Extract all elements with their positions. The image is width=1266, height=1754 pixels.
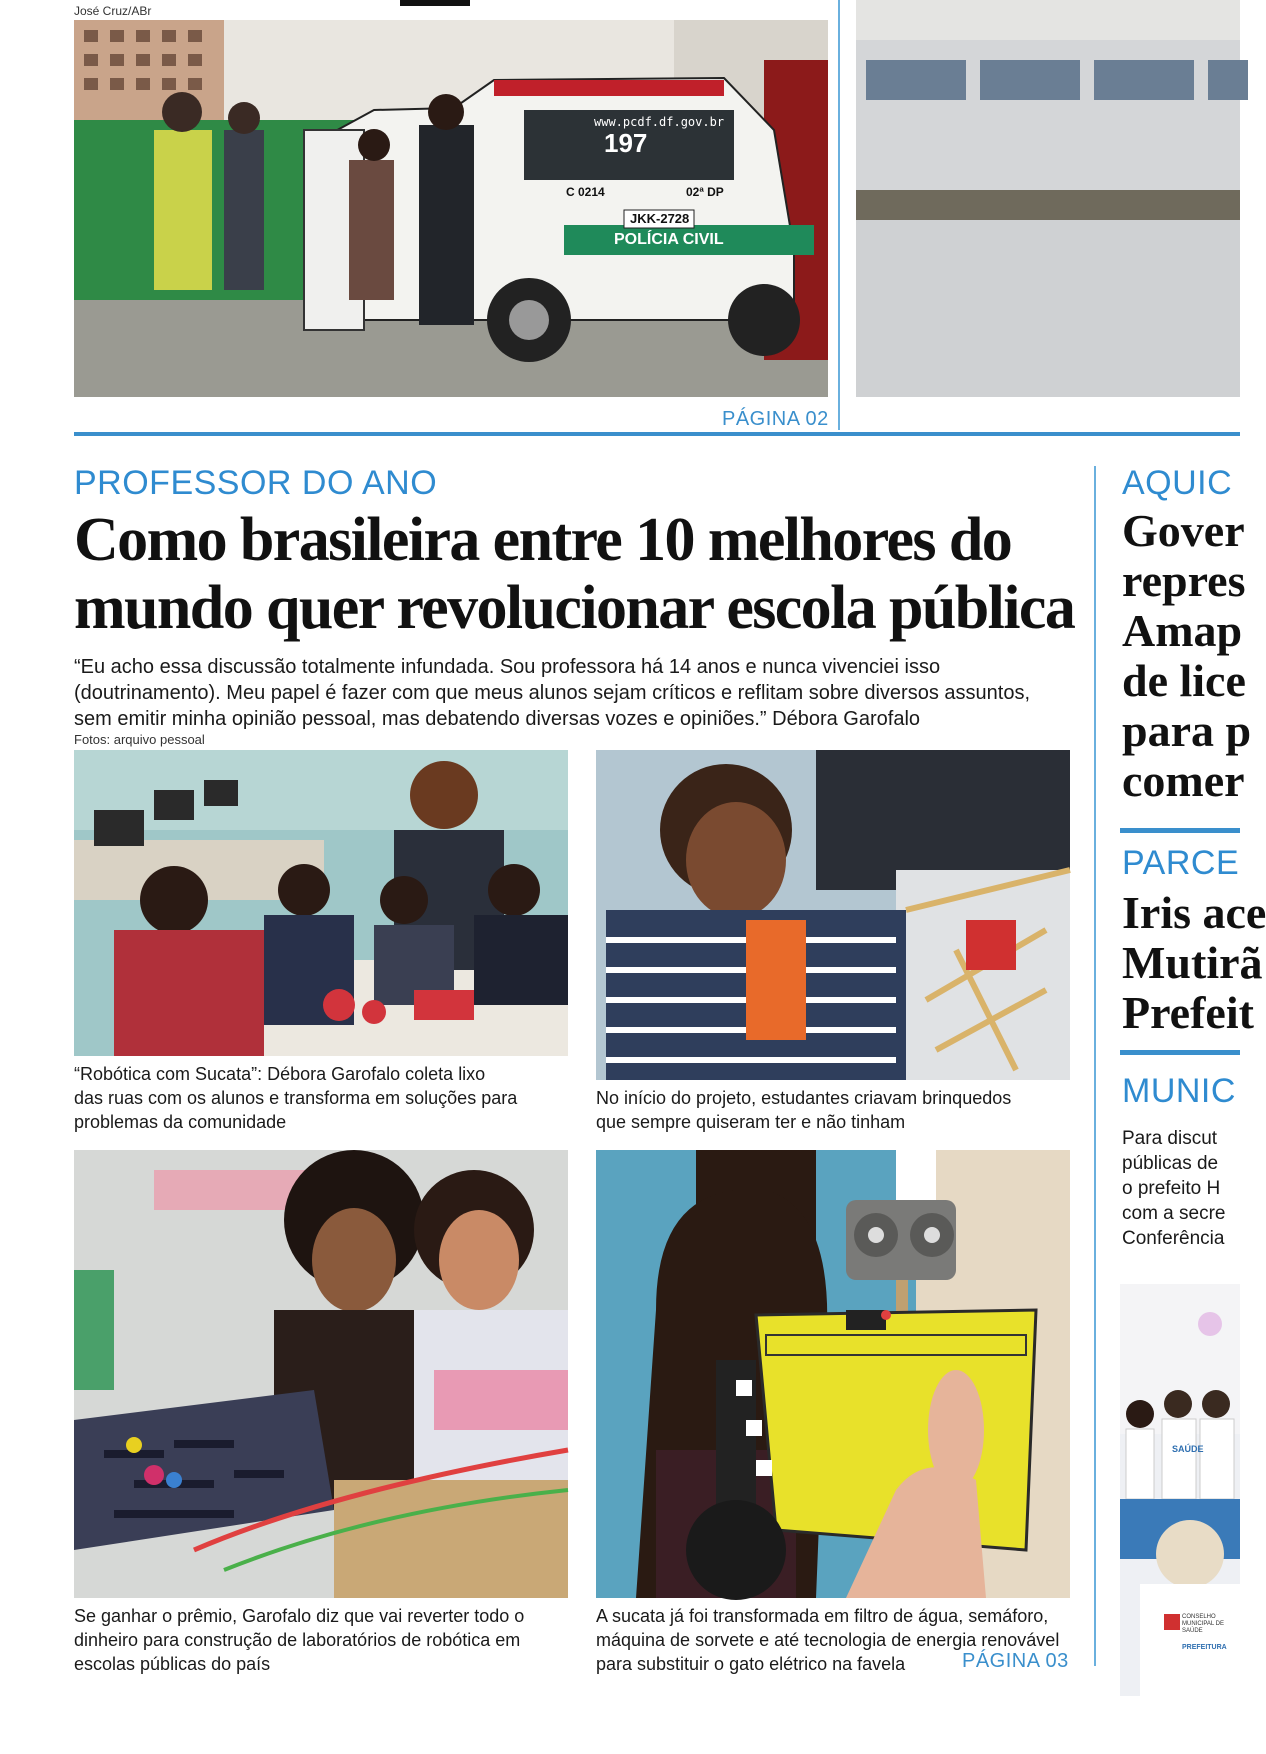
- sidebar-kicker-3: MUNIC: [1122, 1072, 1236, 1110]
- caption-photo-1: [74, 1062, 568, 1134]
- sidebar-rule-2: [1120, 1050, 1240, 1055]
- caption-3-line-2: dinheiro para construção de laboratórios de robótica em: [74, 1630, 521, 1650]
- sidebar-column: [1120, 464, 1266, 1754]
- sidebar-text-3-line: Conferência: [1122, 1228, 1225, 1249]
- sidebar-headline-2-line: Prefeit: [1122, 987, 1254, 1038]
- column-divider-sidebar: [1094, 466, 1096, 1666]
- police-car-photo: [74, 20, 828, 397]
- classroom-photo: [74, 750, 568, 1056]
- sidebar-headline-1-line: Amap: [1122, 605, 1243, 656]
- prefeitura-label: PREFEITURA: [1182, 1644, 1227, 1651]
- caption-2-line-1: No início do projeto, estudantes criavam brinquedos: [596, 1088, 1012, 1108]
- wall-photo: [856, 0, 1240, 397]
- council-label: CONSELHO MUNICIPAL DE SAÚDE: [1182, 1614, 1225, 1634]
- car-number: 197: [604, 128, 648, 158]
- sidebar-kicker-2: PARCE: [1122, 844, 1240, 882]
- car-plate: JKK-2728: [630, 211, 690, 226]
- student-building-photo: [596, 750, 1070, 1080]
- sidebar-headline-1-line: Gover: [1122, 505, 1245, 556]
- lead-line-1: “Eu acho essa discussão totalmente infundada. Sou professora há 14 anos e nunca vivenciei isso: [74, 656, 941, 678]
- health-council-photo: [1120, 1284, 1240, 1696]
- students-pacman-photo: [74, 1150, 568, 1598]
- sidebar-text-3-line: Para discut: [1122, 1128, 1218, 1149]
- caption-4-line-2: máquina de sorvete e até tecnologia de energia renovável: [596, 1630, 1060, 1650]
- scrap-robot-photo: [596, 1150, 1070, 1598]
- page-ref-03[interactable]: PÁGINA 03: [962, 1650, 1069, 1672]
- sidebar-headline-1[interactable]: [1122, 506, 1251, 806]
- lead-line-3: sem emitir minha opinião pessoal, mas debatendo diversas vozes e opiniões.” Débora Garofalo: [74, 708, 921, 730]
- caption-4-line-1: A sucata já foi transformada em filtro de água, semáforo,: [596, 1606, 1049, 1626]
- car-label: POLÍCIA CIVIL: [614, 231, 724, 248]
- sidebar-text-3-line: com a secre: [1122, 1203, 1226, 1224]
- headline-line-2: mundo quer revolucionar escola pública: [74, 574, 1075, 642]
- page-ref-02[interactable]: PÁGINA 02: [722, 408, 829, 430]
- column-divider-top: [838, 0, 840, 430]
- caption-photo-2: [596, 1086, 1070, 1134]
- lead-line-2: (doutrinamento). Meu papel é fazer com que meus alunos sejam críticos e reflitam sobre diversos assuntos,: [74, 682, 1030, 704]
- photo-credit-top: José Cruz/ABr: [74, 4, 152, 18]
- caption-3-line-3: escolas públicas do país: [74, 1654, 271, 1674]
- sidebar-text-3-line: o prefeito H: [1122, 1178, 1221, 1199]
- section-rule: [74, 432, 1240, 436]
- sidebar-text-3-line: públicas de: [1122, 1153, 1219, 1174]
- sidebar-headline-1-line: de lice: [1122, 655, 1246, 706]
- sidebar-headline-1-line: comer: [1122, 755, 1245, 806]
- car-dp: 02ª DP: [686, 185, 724, 199]
- sidebar-text-3: [1122, 1126, 1225, 1251]
- car-website: www.pcdf.df.gov.br: [594, 115, 725, 129]
- sidebar-rule-1: [1120, 828, 1240, 833]
- story-headline[interactable]: [74, 506, 1074, 642]
- sidebar-kicker-1: AQUIC: [1122, 464, 1233, 502]
- caption-1-line-3: problemas da comunidade: [74, 1112, 287, 1132]
- caption-photo-3: [74, 1604, 568, 1676]
- headline-line-1: Como brasileira entre 10 melhores do: [74, 506, 1012, 574]
- car-unit: C 0214: [566, 185, 605, 199]
- sidebar-headline-2[interactable]: [1122, 888, 1266, 1038]
- saude-label: SAÚDE: [1172, 1444, 1204, 1454]
- caption-4-line-3: para substituir o gato elétrico na favela: [596, 1654, 906, 1674]
- caption-3-line-1: Se ganhar o prêmio, Garofalo diz que vai reverter todo o: [74, 1606, 525, 1626]
- story-lead: [74, 654, 1064, 732]
- headline-fragment: [400, 0, 470, 6]
- sidebar-headline-2-line: Mutirã: [1122, 937, 1263, 988]
- photo-credit-main: Fotos: arquivo pessoal: [74, 732, 205, 747]
- story-kicker: PROFESSOR DO ANO: [74, 464, 438, 502]
- caption-1-line-2: das ruas com os alunos e transforma em soluções para: [74, 1088, 518, 1108]
- sidebar-headline-1-line: para p: [1122, 705, 1252, 756]
- caption-1-line-1: “Robótica com Sucata”: Débora Garofalo coleta lixo: [74, 1064, 486, 1084]
- caption-2-line-2: que sempre quiseram ter e não tinham: [596, 1112, 906, 1132]
- sidebar-headline-1-line: repres: [1122, 555, 1246, 606]
- sidebar-headline-2-line: Iris ace: [1122, 887, 1266, 938]
